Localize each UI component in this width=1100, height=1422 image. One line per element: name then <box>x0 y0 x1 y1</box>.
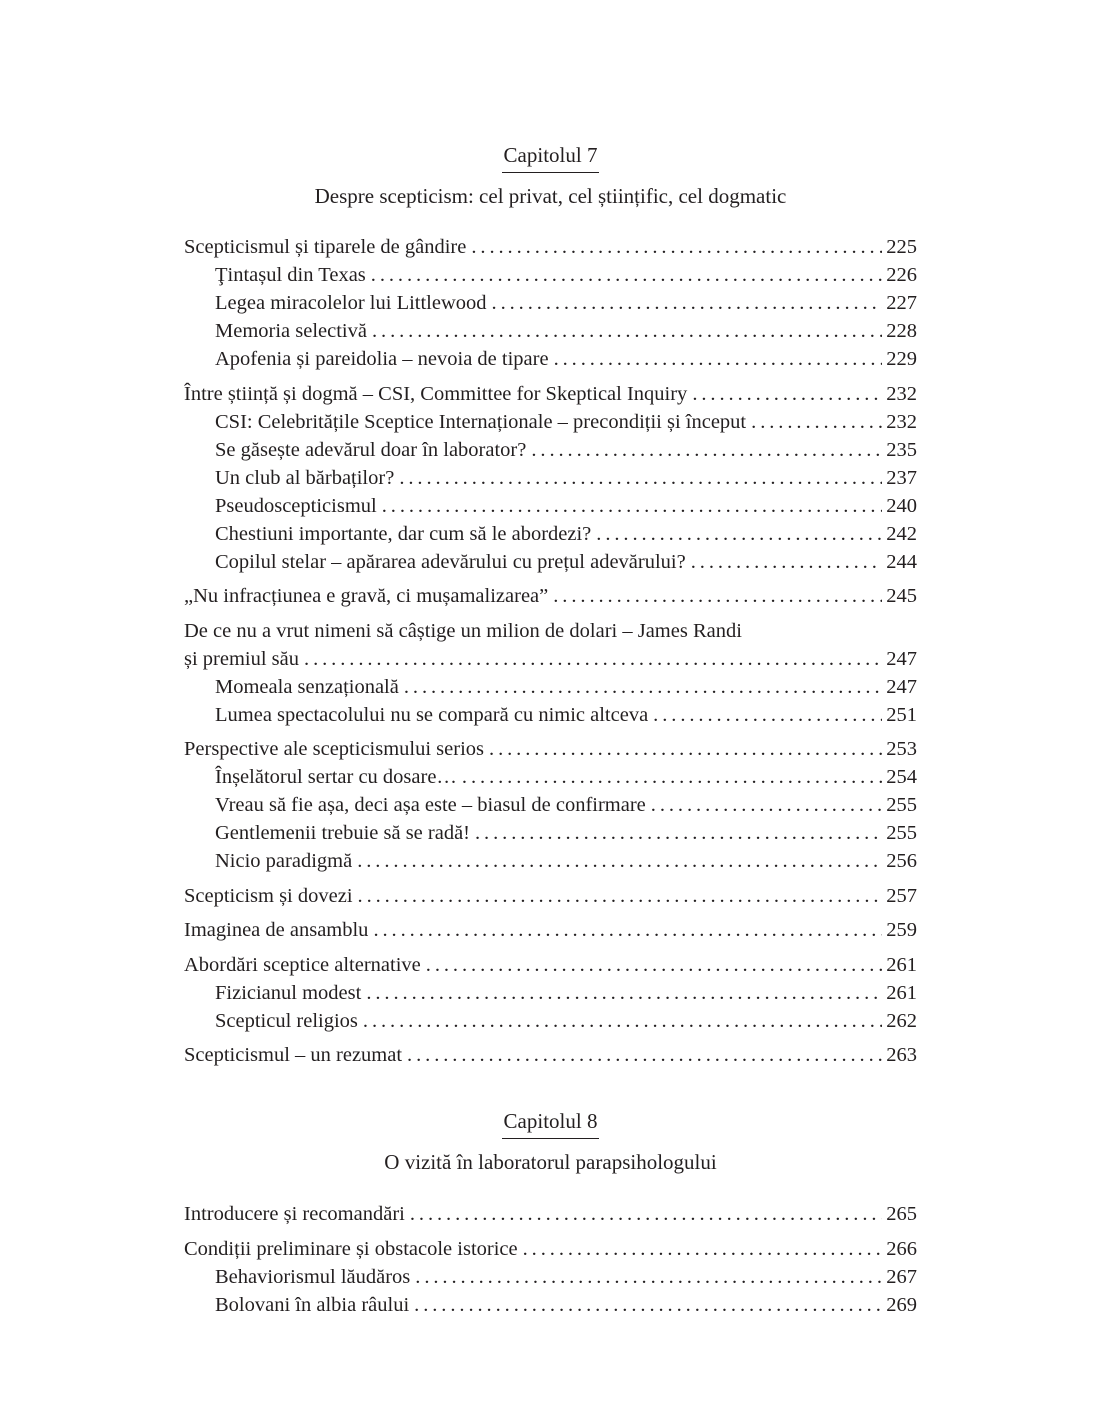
toc-entry[interactable] <box>184 645 917 673</box>
toc-entry-page: 266 <box>886 1237 917 1260</box>
toc-entry-page: 237 <box>886 466 917 489</box>
dot-leader <box>691 548 883 576</box>
toc-entry-page: 247 <box>886 675 917 698</box>
dot-leader <box>475 819 882 847</box>
toc-entry-page: 240 <box>886 494 917 517</box>
dot-leader <box>366 979 882 1007</box>
toc-entry-label: Memoria selectivă <box>215 320 367 342</box>
toc-entry-page: 227 <box>886 292 917 314</box>
dot-leader <box>404 673 882 701</box>
dot-leader <box>531 436 882 464</box>
toc-entry-label: Ţintașul din Texas <box>215 264 366 286</box>
dot-leader <box>751 408 882 436</box>
toc-entry-label: Scepticismul și tiparele de gândire <box>184 236 467 258</box>
dot-leader <box>304 645 882 673</box>
toc-entry-label: Un club al bărbaților? <box>215 466 395 489</box>
toc-subentry[interactable] <box>184 819 917 847</box>
toc-entry-label: Imaginea de ansamblu <box>184 919 369 941</box>
dot-leader <box>357 847 882 875</box>
toc-entry-label: Apofenia și pareidolia – nevoia de tipare <box>215 348 549 370</box>
dot-leader <box>471 233 882 261</box>
dot-leader <box>462 763 882 791</box>
toc-entry-label: CSI: Celebritățile Sceptice Internaționale – precondiții și început <box>215 410 747 433</box>
toc-entry[interactable] <box>184 582 917 610</box>
toc-entry[interactable] <box>184 1235 917 1263</box>
toc-entry-page: 242 <box>886 522 917 545</box>
dot-leader <box>382 492 883 520</box>
dot-leader <box>553 582 882 610</box>
toc-subentry[interactable] <box>184 673 917 701</box>
toc-entry-label: Scepticism și dovezi <box>184 884 353 907</box>
chapter-title: O vizită în laboratorul parapsihologului <box>384 1150 717 1174</box>
toc-entry[interactable] <box>184 380 917 408</box>
toc-entry-page: 261 <box>886 981 917 1004</box>
toc-entry[interactable] <box>184 951 917 979</box>
dot-leader <box>554 345 883 373</box>
toc-entry-label: Perspective ale scepticismului serios <box>184 738 485 760</box>
toc-entry-page: 255 <box>886 822 917 844</box>
toc-subentry[interactable] <box>184 791 917 819</box>
toc-entry-label: Chestiuni importante, dar cum să le abordezi? <box>215 522 592 545</box>
toc-subentry[interactable] <box>184 979 917 1007</box>
toc-entry-label: Scepticismul – un rezumat <box>184 1044 403 1066</box>
toc-entry-label: Vreau să fie așa, deci așa este – biasul de confirmare <box>215 794 646 816</box>
chapter-8-toc <box>184 1200 917 1319</box>
toc-subentry[interactable] <box>184 763 917 791</box>
toc-subentry[interactable] <box>184 317 917 345</box>
dot-leader <box>415 1263 882 1291</box>
dot-leader <box>653 701 882 729</box>
toc-subentry[interactable] <box>184 464 917 492</box>
toc-subentry[interactable] <box>184 1263 917 1291</box>
dot-leader <box>358 882 883 910</box>
toc-entry-label: Înșelătorul sertar cu dosare… <box>215 766 457 788</box>
toc-entry[interactable] <box>184 1200 917 1228</box>
dot-leader <box>596 520 882 548</box>
toc-entry-label: Behaviorismul lăudăros <box>215 1265 411 1288</box>
toc-entry-page: 232 <box>886 382 917 405</box>
toc-entry-label: Fizicianul modest <box>215 981 362 1004</box>
dot-leader <box>692 380 882 408</box>
toc-entry-label: Scepticul religios <box>215 1009 358 1032</box>
chapter-7-toc <box>184 233 917 1069</box>
toc-entry[interactable] <box>184 1041 917 1069</box>
dot-leader <box>414 1291 882 1319</box>
chapter-8-heading <box>184 1108 917 1175</box>
toc-entry-page: 269 <box>886 1293 917 1316</box>
toc-entry-page: 255 <box>886 794 917 816</box>
toc-entry-label: Pseudoscepticismul <box>215 494 377 517</box>
dot-leader <box>372 317 882 345</box>
toc-entry-page: 228 <box>886 320 917 342</box>
chapter-title: Despre scepticism: cel privat, cel științific, cel dogmatic <box>314 184 787 208</box>
toc-entry-label: Momeala senzațională <box>215 675 399 698</box>
dot-leader <box>651 791 882 819</box>
toc-entry[interactable] <box>184 735 917 763</box>
toc-subentry[interactable] <box>184 289 917 317</box>
toc-entry-page: 244 <box>886 550 917 573</box>
toc-subentry[interactable] <box>184 701 917 729</box>
toc-entry-label: Bolovani în albia râului <box>215 1293 410 1316</box>
toc-subentry[interactable] <box>184 1291 917 1319</box>
toc-subentry[interactable] <box>184 520 917 548</box>
toc-entry-page: 245 <box>886 585 917 607</box>
toc-entry-page: 263 <box>886 1044 917 1066</box>
toc-entry[interactable] <box>184 882 917 910</box>
toc-entry-page: 235 <box>886 438 917 461</box>
chapter-7-heading <box>184 142 917 209</box>
toc-subentry[interactable] <box>184 408 917 436</box>
toc-entry-label: „Nu infracțiunea e gravă, ci mușamalizarea” <box>184 585 549 607</box>
chapter-label: Capitolul 8 <box>502 1108 600 1139</box>
toc-entry-label: Gentlemenii trebuie să se radă! <box>215 822 470 844</box>
toc-entry-page: 251 <box>886 703 917 726</box>
toc-entry-page: 229 <box>886 348 917 370</box>
toc-entry-label: Lumea spectacolului nu se compară cu nimic altceva <box>215 703 649 726</box>
toc-entry-page: 265 <box>886 1203 917 1225</box>
dot-leader <box>399 464 882 492</box>
toc-entry-label: Nicio paradigmă <box>215 850 353 872</box>
toc-entry-page: 267 <box>886 1265 917 1288</box>
toc-entry-label: Se găsește adevărul doar în laborator? <box>215 438 527 461</box>
toc-subentry[interactable] <box>184 345 917 373</box>
toc-entry-label: Legea miracolelor lui Littlewood <box>215 292 487 314</box>
toc-subentry[interactable] <box>184 1007 917 1035</box>
toc-subentry[interactable] <box>184 261 917 289</box>
toc-entry-page: 254 <box>886 766 917 788</box>
toc-entry-page: 259 <box>886 919 917 941</box>
dot-leader <box>371 261 882 289</box>
toc-entry-page: 257 <box>886 884 917 907</box>
toc-entry-page: 226 <box>886 264 917 286</box>
toc-entry-page: 225 <box>886 236 917 258</box>
dot-leader <box>410 1200 882 1228</box>
toc-subentry[interactable] <box>184 436 917 464</box>
dot-leader <box>426 951 882 979</box>
toc-entry-page: 262 <box>886 1009 917 1032</box>
toc-entry-first-line[interactable]: De ce nu a vrut nimeni să câștige un milion de dolari – James Randi <box>184 619 742 642</box>
toc-entry-label: Condiții preliminare și obstacole istorice <box>184 1237 518 1260</box>
toc-entry-page: 261 <box>886 953 917 976</box>
toc-subentry[interactable] <box>184 492 917 520</box>
dot-leader <box>407 1041 882 1069</box>
toc-entry-label: Între știință și dogmă – CSI, Committee for Skeptical Inquiry <box>184 382 688 405</box>
toc-entry-label: și premiul său <box>184 647 300 670</box>
toc-entry-label: Introducere și recomandări <box>184 1203 405 1225</box>
toc-subentry[interactable] <box>184 548 917 576</box>
dot-leader <box>523 1235 883 1263</box>
toc-entry-page: 232 <box>886 410 917 433</box>
toc-entry-page: 256 <box>886 850 917 872</box>
toc-entry-page: 253 <box>886 738 917 760</box>
toc-entry[interactable] <box>184 233 917 261</box>
toc-entry-label: Abordări sceptice alternative <box>184 953 421 976</box>
dot-leader <box>492 289 883 317</box>
dot-leader <box>363 1007 882 1035</box>
toc-subentry[interactable] <box>184 847 917 875</box>
dot-leader <box>373 916 882 944</box>
toc-entry-page: 247 <box>886 647 917 670</box>
dot-leader <box>489 735 882 763</box>
toc-entry-label: Copilul stelar – apărarea adevărului cu prețul adevărului? <box>215 550 686 573</box>
chapter-label: Capitolul 7 <box>502 142 600 173</box>
toc-entry[interactable] <box>184 916 917 944</box>
